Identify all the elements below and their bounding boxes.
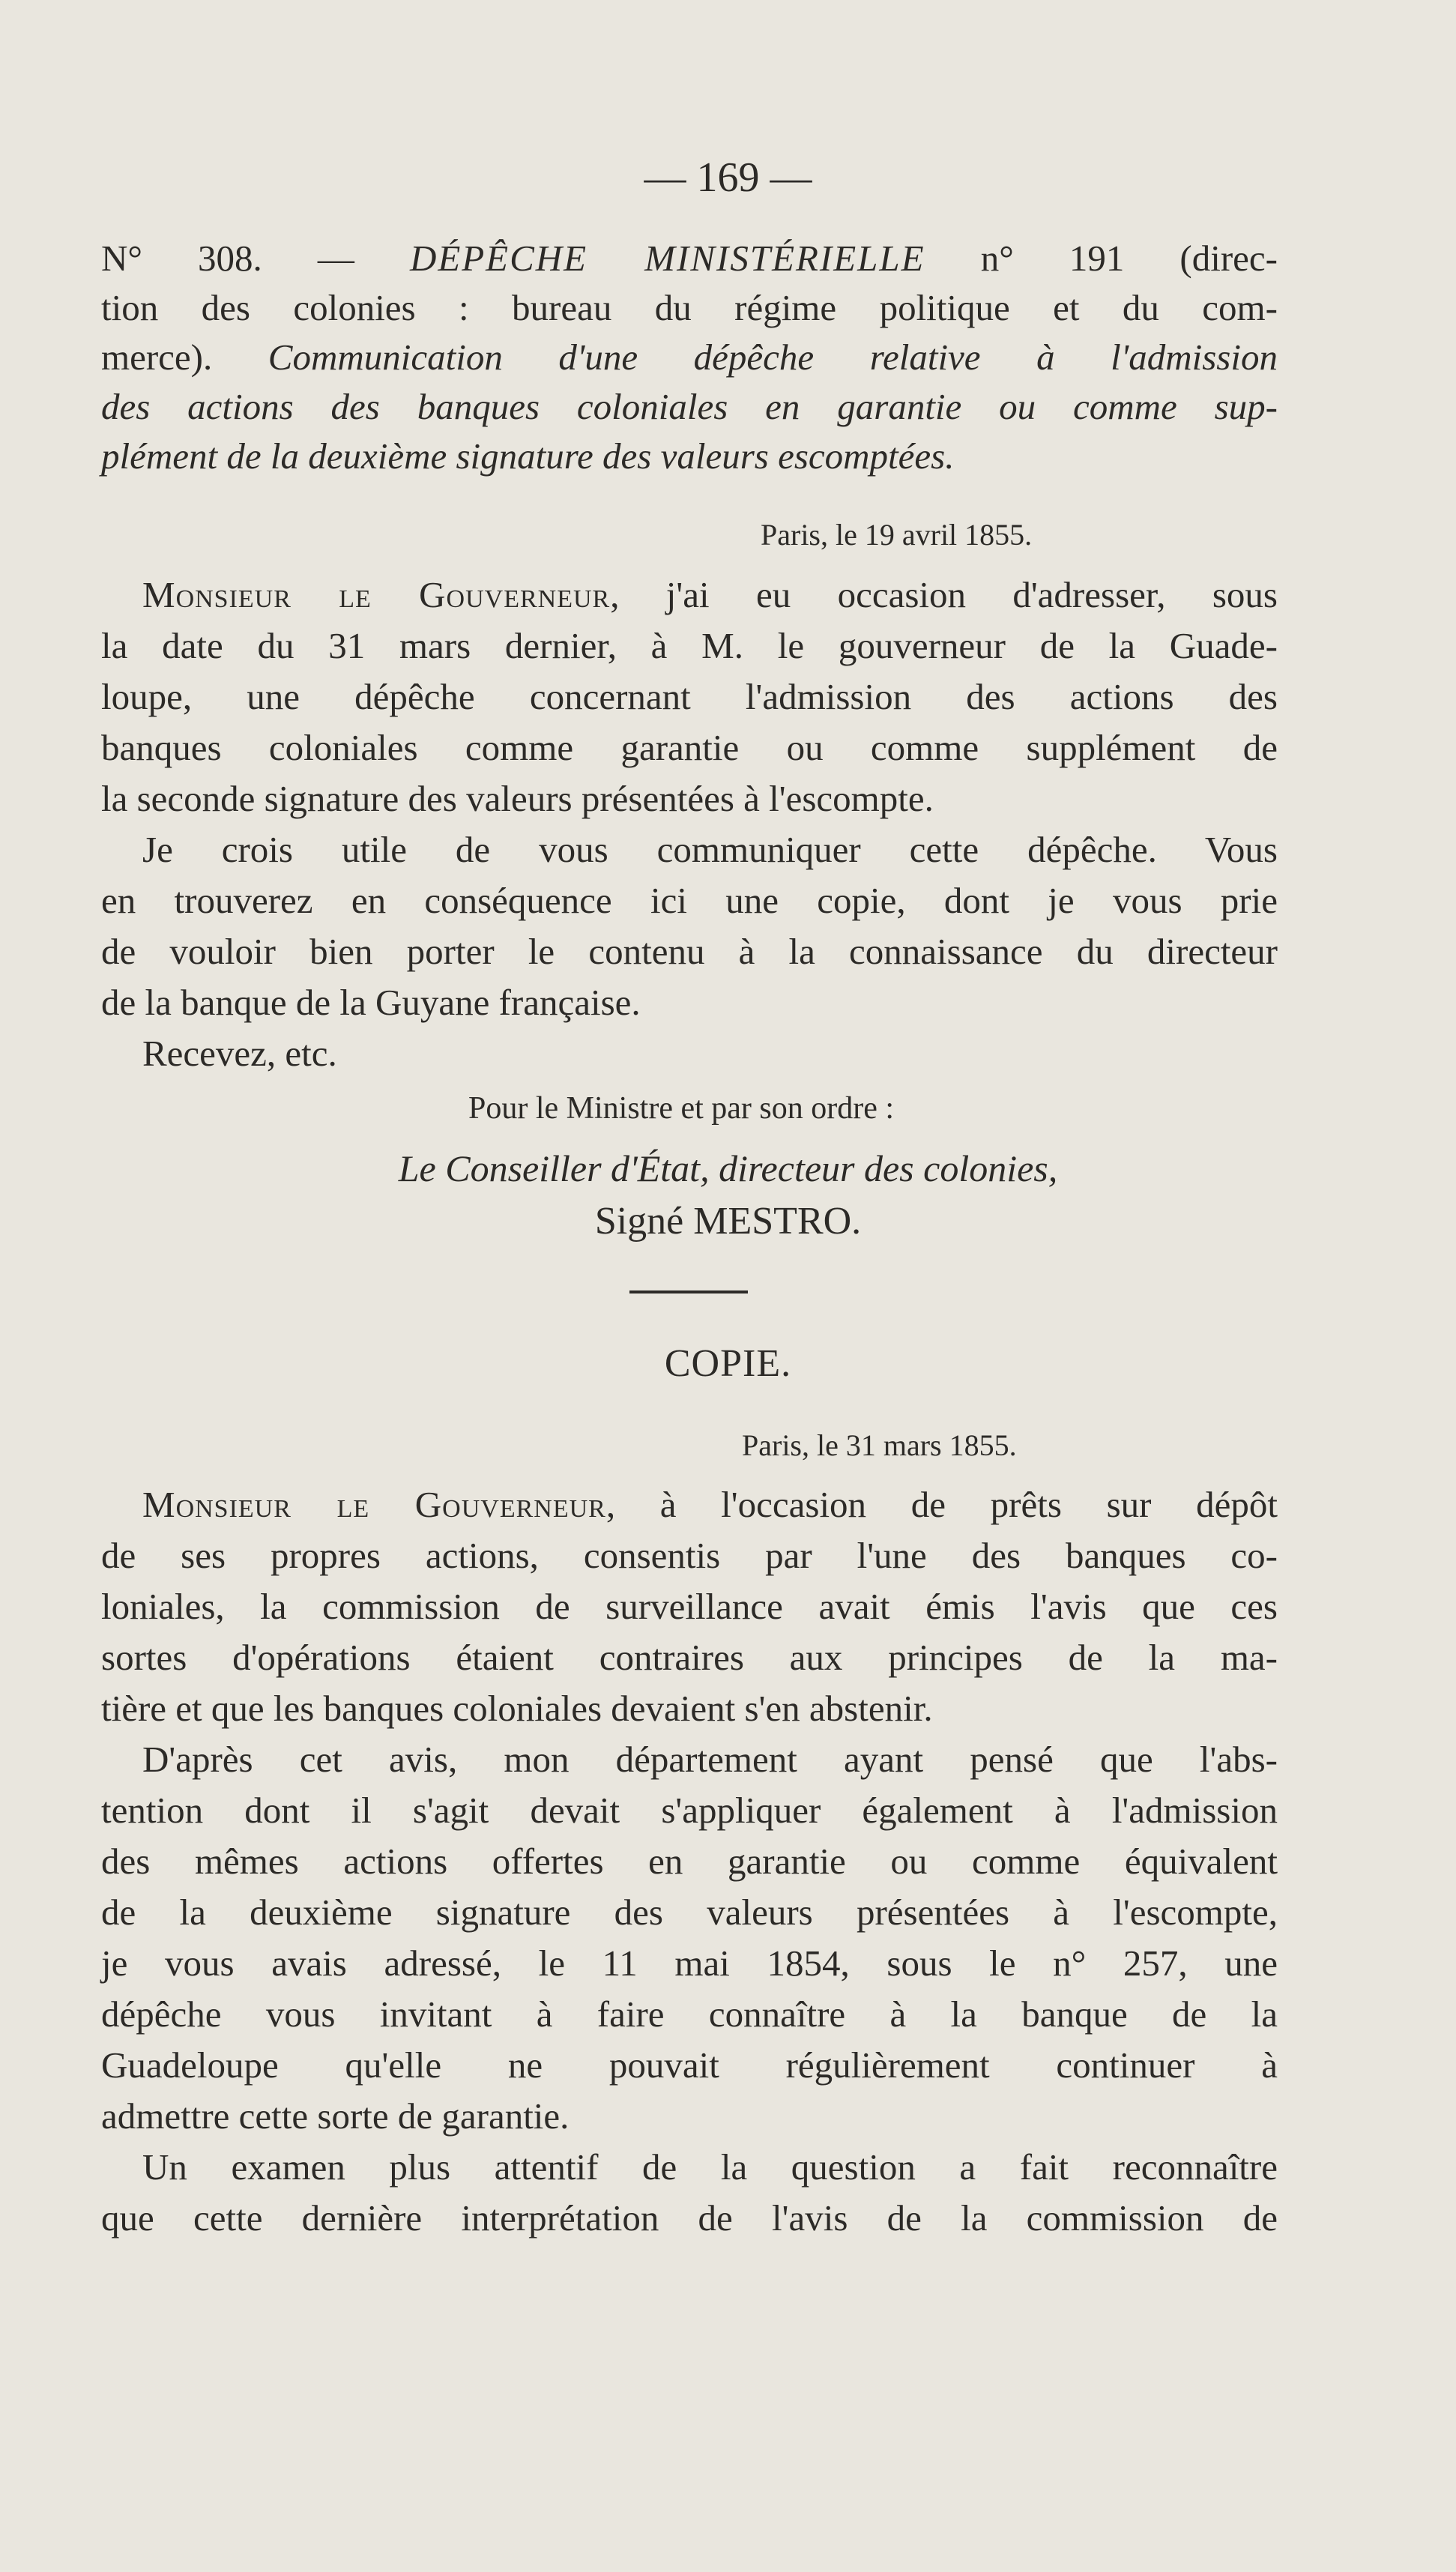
entry-number: N° 308. — — [101, 238, 410, 279]
salutation: Monsieur le Gouverneur — [142, 574, 611, 615]
salutation: Monsieur le Gouverneur — [142, 1484, 606, 1525]
letter2-line-4: sortes d'opérations étaient contraires aux principes de la ma- — [101, 1637, 1278, 1678]
letter2-text: , à l'occasion de prêts sur dépôt — [605, 1484, 1278, 1525]
letter2-line-14: Un examen plus attentif de la question a fait reconnaître — [142, 2146, 1278, 2188]
signature-title: Le Conseiller d'État, directeur des colonies, — [398, 1147, 1058, 1189]
dateline-2: Paris, le 31 mars 1855. — [742, 1428, 1017, 1462]
letter2-line-12: Guadeloupe qu'elle ne pouvait régulièrement continuer à — [101, 2044, 1278, 2086]
letter1-line-7: en trouverez en conséquence ici une copie, dont je vous prie — [101, 880, 1278, 921]
letter2-line-2: de ses propres actions, consentis par l'une des banques co- — [101, 1535, 1278, 1576]
entry-header-text: merce). — [101, 336, 268, 378]
letter2-line-5: tière et que les banques coloniales devaient s'en abstenir. — [101, 1688, 933, 1729]
letter2-line-7: tention dont il s'agit devait s'appliquer également à l'admission — [101, 1790, 1278, 1831]
letter2-line-11: dépêche vous invitant à faire connaître à la banque de la — [101, 1993, 1278, 2035]
letter1-line-8: de vouloir bien porter le contenu à la connaissance du directeur — [101, 931, 1278, 972]
entry-header-line-5: plément de la deuxième signature des valeurs escomptées. — [101, 435, 955, 477]
entry-header-line-4: des actions des banques coloniales en garantie ou comme sup- — [101, 386, 1278, 427]
letter1-line-10: Recevez, etc. — [142, 1033, 337, 1074]
letter1-line-9: de la banque de la Guyane française. — [101, 982, 641, 1023]
letter1-line-2: la date du 31 mars dernier, à M. le gouverneur de la Guade- — [101, 625, 1278, 666]
entry-subject: Communication d'une dépêche relative à l'admission — [268, 336, 1278, 378]
letter2-line-1 — [142, 1482, 1278, 1527]
entry-header-line-3 — [101, 335, 1278, 380]
section-divider — [629, 1290, 748, 1293]
entry-title: DÉPÊCHE MINISTÉRIELLE — [409, 238, 925, 279]
signature-order: Pour le Ministre et par son ordre : — [468, 1091, 895, 1126]
dateline-1: Paris, le 19 avril 1855. — [761, 518, 1033, 552]
letter2-line-3: loniales, la commission de surveillance avait émis l'avis que ces — [101, 1586, 1278, 1627]
copie-heading: COPIE. — [664, 1342, 792, 1385]
letter1-line-1 — [142, 573, 1278, 618]
letter2-line-13: admettre cette sorte de garantie. — [101, 2095, 570, 2137]
letter2-line-6: D'après cet avis, mon département ayant pensé que l'abs- — [142, 1739, 1278, 1780]
entry-header-line-2: tion des colonies : bureau du régime politique et du com- — [101, 287, 1278, 328]
letter2-line-15: que cette dernière interprétation de l'avis de la commission de — [101, 2197, 1278, 2239]
letter1-text: , j'ai eu occasion d'adresser, sous — [610, 574, 1278, 615]
page-number: — 169 — — [644, 154, 812, 201]
letter1-line-4: banques coloniales comme garantie ou comme supplément de — [101, 727, 1278, 768]
letter2-line-10: je vous avais adressé, le 11 mai 1854, sous le n° 257, une — [101, 1942, 1278, 1984]
entry-header-line-1 — [101, 236, 1278, 281]
letter1-line-5: la seconde signature des valeurs présentées à l'escompte. — [101, 778, 934, 819]
letter2-line-9: de la deuxième signature des valeurs présentées à l'escompte, — [101, 1892, 1278, 1933]
letter1-line-6: Je crois utile de vous communiquer cette dépêche. Vous — [142, 829, 1278, 870]
letter2-line-8: des mêmes actions offertes en garantie ou comme équivalent — [101, 1841, 1278, 1882]
letter1-line-3: loupe, une dépêche concernant l'admission des actions des — [101, 676, 1278, 717]
signature-signed: Signé MESTRO. — [594, 1200, 862, 1243]
entry-reference: n° 191 (direc- — [925, 238, 1278, 279]
